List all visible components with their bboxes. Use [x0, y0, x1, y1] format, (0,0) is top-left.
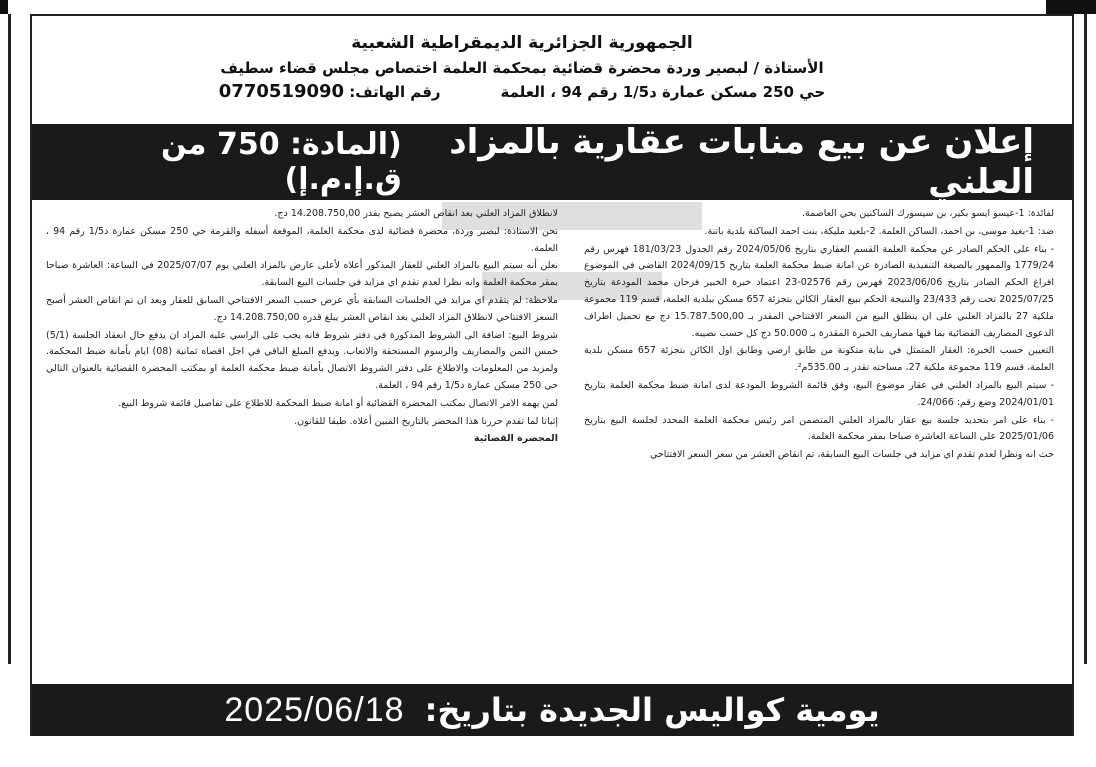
right-text-column [584, 206, 1054, 465]
newspaper-footer-band [32, 684, 1072, 736]
paragraph: ضد: 1-بغيد موسى، بن احمد، الساكن العلمة. 2-بلعيد مليكة، بنت احمد الساكنة بلدية باتنة. [704, 225, 1054, 237]
paragraph: نعلن أنه سيتم البيع بالمزاد العلني للعقار المذكور أعلاه لأعلى عارض بالمزاد العلني يوم 2025/07/07 في الساعة: العاشرة صباحا بمقر محكمة العلمة وانه نظرا لعدم تقدم اي مزايد في جلسات البيع السابقة. [46, 260, 558, 289]
paragraph: نحن الاستاذة: لبصير وردة، محضرة قضائية لدى محكمة العلمة، الموقعة أسفله والقرمة حي 250 مسكن عمارة د1/5 رقم 94 ، العلمة. [46, 225, 558, 254]
paragraph: التعيين حسب الخبرة: العقار المتمثل في بناية متكونة من طابق ارضي وطابق اول الكائن بتجزئة 657 مسكن بلدية العلمة، قسم 119 مجموعة ملكية 27، مساحته تقدر بـ 535.00م². [584, 345, 1054, 374]
page-edge-strip [1046, 0, 1096, 14]
publication-date: 2025/06/18 [224, 690, 405, 729]
letterhead [182, 30, 862, 104]
paragraph: لمن يهمه الامر الاتصال بمكتب المحضرة القضائية أو امانة ضبط المحكمة للاطلاع على تفاصيل قائمة شروط البيع. [118, 397, 558, 409]
paragraph: شروط البيع: اضافة الى الشروط المذكورة في دفتر شروط فانه يجب على الراسي عليه المزاد ان يدفع حال انعقاد الجلسة (5/1) خمس الثمن والمصاريف والرسوم المستحقة والاتعاب. ويدفع المبلغ الباقي في اجل اقصاه ثمانية (08) ايام بأمانة ضبط المحكمة. ولمزيد من المعلومات والاطلاع على دفتر الشروط الاتصال بأمانة ضبط محكمة العلمة او بمكتب المحضرة القضائية بالعنوان التالي حي 250 مسكن عمارة د1/5 رقم 94 ، العلمة. [46, 329, 558, 391]
newspaper-label: يومية كواليس الجديدة بتاريخ: [424, 691, 880, 729]
paragraph: - بناء على امر بتحديد جلسة بيع عقار بالمزاد العلني المتضمن امر رئيس محكمة العلمة المحدد لجلسة البيع بتاريخ 2025/01/06 على الساعة العاشرة صباحا بمقر محكمة العلمة. [584, 414, 1054, 443]
paragraph: لفائدة: 1-عيسو ايسو بكير، بن سيسورك الساكنين بحي العاصمة. [802, 208, 1054, 219]
announcement-frame [30, 14, 1074, 736]
signature: المحضرة القضائية [473, 433, 558, 445]
column-rule [1084, 14, 1087, 664]
phone-block [219, 80, 441, 104]
phone-label: رقم الهاتف: [349, 83, 441, 101]
address: حي 250 مسكن عمارة د1/5 رقم 94 ، العلمة [500, 83, 826, 101]
paragraph: إثباتا لما تقدم حررنا هذا المحضر بالتاريخ المبين أعلاه. طبقا للقانون. [294, 415, 558, 427]
column-rule [8, 14, 11, 664]
bailiff-line: الأستاذة / لبصير وردة محضرة قضائية بمحكمة العلمة اختصاص مجلس قضاء سطيف [220, 59, 824, 77]
phone-number: 0770519090 [218, 81, 345, 102]
paragraph: - بناء على الحكم الصادر عن محكمة العلمة القسم العقاري بتاريخ 2024/05/06 رقم الجدول 181/03/23 فهرس رقم 1779/24 والممهور بالصيغة التنفيذية الصادرة عن امانة ضبط محكمة العلمة بتاريخ 2024/09/15 القاضي في الموضوع افراغ الحكم الصادر بتاريخ 2023/06/06 فهرس رقم 02576-23 اعتماد خبرة الخبير فرحان محمد المودعة بتاريخ 2025/07/25 تحت رقم 23/433 والنتيجة الحكم ببيع العقار الكائن بتجزئة 657 مسكن ببلدية العلمة، قسم 119 مجموعة ملكية 27 بالمزاد العلني على ان ينطلق البيع من السعر الافتتاحي المقدر بـ 15.787.500,00 دج مع تحميل اطراف الدعوى المصاريف القضائية بما فيها مصاريف الخبرة المقدرة بـ 50.000 دج كل حسب نصيبه. [584, 243, 1054, 339]
paragraph: حث انه ونظرا لعدم تقدم اي مزايد في جلسات البيع السابقة، تم انقاص العشر من سعر السعر الافتتاحي [649, 449, 1054, 461]
paragraph: لانطلاق المزاد العلني بعد انقاص العشر يصبح بقدر 14.208.750,00 دج. [274, 208, 558, 219]
paragraph: ملاحظة: لم يتقدم اي مزايد في الجلسات السابقة بأي عرض حسب السعر الافتتاحي السابق للعقار وبعد ان تم انقاص العشر أصبح السعر الافتتاحي لانطلاق المزاد العلني بعد انقاص العشر يبلغ قدره 14.208.750,00 دج. [46, 294, 558, 323]
legal-article: (المادة: 750 من ق.إ.م.إ) [160, 127, 402, 197]
republic-line: الجمهورية الجزائرية الديمقراطية الشعبية [351, 33, 693, 53]
page-edge-strip [0, 0, 8, 14]
announcement-title-band [32, 124, 1072, 200]
left-text-column [46, 206, 558, 449]
announcement-title: إعلان عن بيع منابات عقارية بالمزاد العلني [449, 122, 1034, 202]
paragraph: - سيتم البيع بالمزاد العلني في عقار موضوع البيع، وفق قائمة الشروط المودعة لدى امانة ضبط محكمة العلمة بتاريخ 2024/01/01 وضع رقم: 24/066. [584, 379, 1054, 408]
address-line [182, 80, 862, 104]
